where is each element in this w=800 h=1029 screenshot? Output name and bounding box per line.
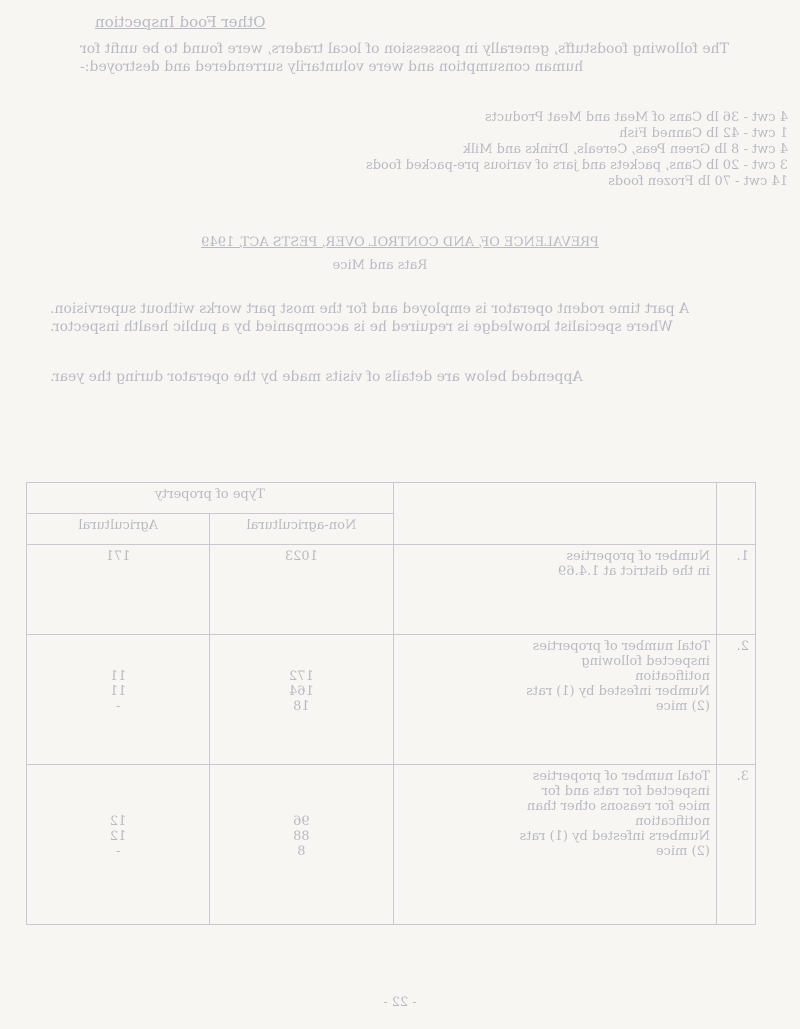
operator-paragraph: A part time rodent operator is employed and for the most part works without supervision. Where specialist knowledge is required he is accompanied by a public health inspector. xyxy=(50,301,690,335)
report-title: PREVALENCE OF, AND CONTROL OVER, PESTS ACT, 1949 xyxy=(201,235,599,250)
surrendered-foods-list xyxy=(18,110,788,190)
table-row: 2. Total number of properties inspected following notification Number infested by (1) rats (2) mice 172 164 18 11 11 - xyxy=(27,635,756,765)
list-item: 14 cwt - 70 lb Frozen foods xyxy=(608,174,788,189)
table-row: 3. Total number of properties inspected for rats and for mice for reasons other than notification Numbers infested by (1) rats (2) mice 96 88 8 12 12 - xyxy=(27,765,756,925)
report-heading xyxy=(0,235,800,273)
col-header-agricultural: Agricultural xyxy=(27,514,210,545)
list-item: 1 cwt - 42 lb Canned Fish xyxy=(619,126,788,141)
section-title: Other Food Inspection xyxy=(95,13,266,31)
visits-paragraph: Appended below are details of visits made by the operator during the year. xyxy=(50,369,583,385)
list-item: 4 cwt - 36 lb Cans of Meat and Meat Products xyxy=(484,110,788,125)
report-subtitle: Rats and Mice xyxy=(332,258,428,273)
table-row: 1. Number of properties in the district at 1.4.69 1023 171 xyxy=(27,545,756,635)
group-header: Type of property xyxy=(27,483,394,514)
page-number: - 22 - xyxy=(383,995,417,1010)
intro-paragraph: The following foodstuffs, generally in possession of local traders, were found to be unfit for human consumption and were voluntarily surrendered and destroyed:- xyxy=(80,41,729,75)
list-item: 3 cwt - 20 lb Cans, packets and jars of various pre-packed foods xyxy=(365,158,788,173)
pests-table xyxy=(26,482,756,925)
col-header-nonagricultural: Non-agricultural xyxy=(210,514,393,545)
list-item: 4 cwt - 8 lb Green Peas, Cereals, Drinks and Milk xyxy=(462,142,788,157)
